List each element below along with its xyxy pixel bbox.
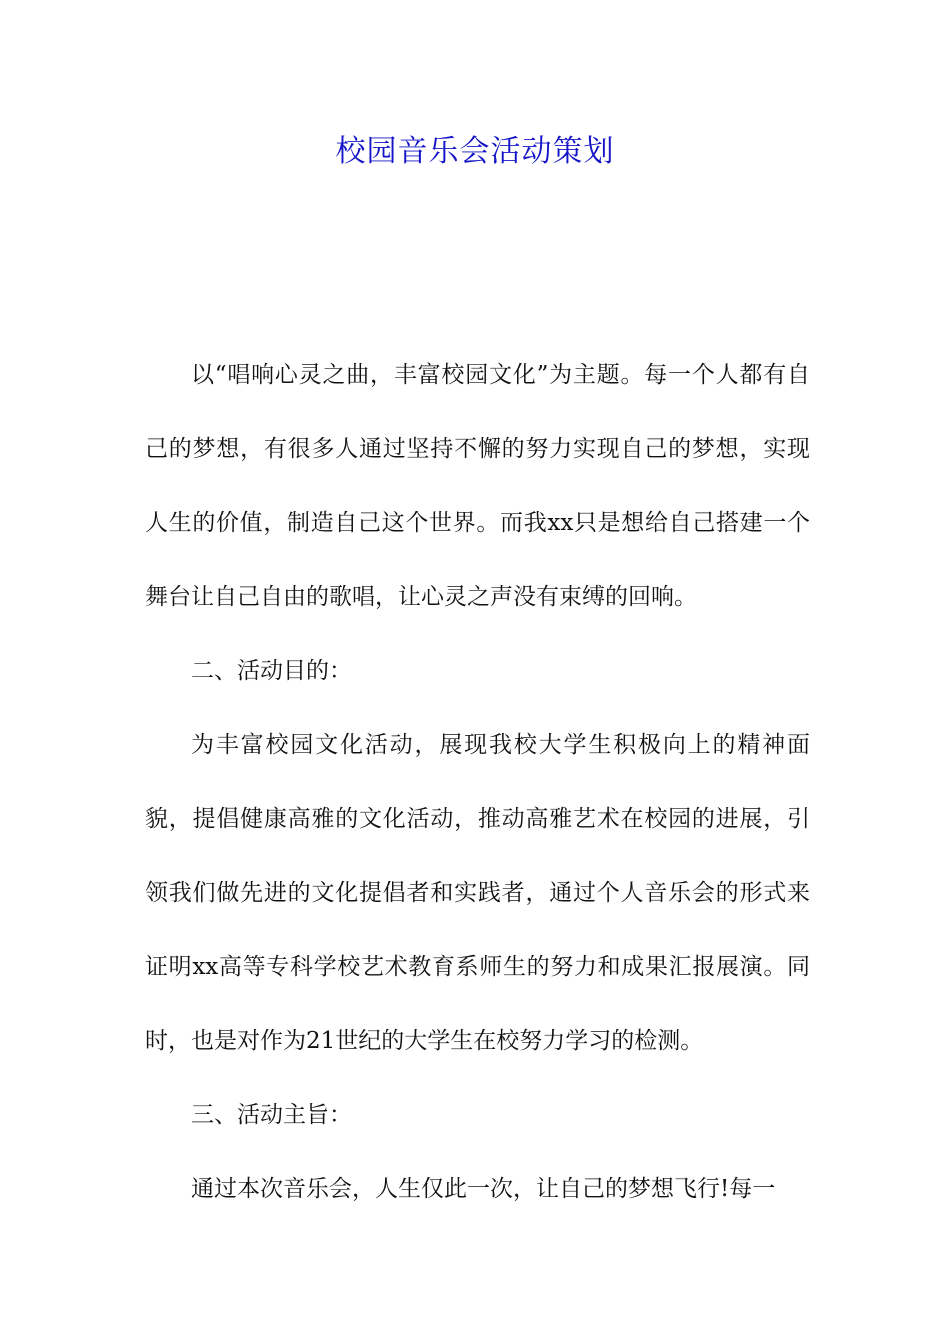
document-body bbox=[145, 338, 810, 1226]
document-title: 校园音乐会活动策划 bbox=[335, 134, 615, 169]
heading-activity-aim: 三、活动主旨： bbox=[191, 1102, 352, 1128]
heading-activity-purpose: 二、活动目的： bbox=[191, 658, 352, 684]
paragraph-activity-aim: 通过本次音乐会，人生仅此一次，让自己的梦想飞行!每一 bbox=[191, 1176, 776, 1202]
paragraph-activity-purpose: 为丰富校园文化活动，展现我校大学生积极向上的精神面貌，提倡健康高雅的文化活动，推动高雅艺术在校园的进展，引领我们做先进的文化提倡者和实践者，通过个人音乐会的形式来证明xx高等专科学校艺术教育系师生的努力和成果汇报展演。同时，也是对作为21世纪的大学生在校努力学习的检测。 bbox=[145, 732, 810, 1054]
paragraph-intro: 以“唱响心灵之曲，丰富校园文化”为主题。每一个人都有自己的梦想，有很多人通过坚持不懈的努力实现自己的梦想，实现人生的价值，制造自己这个世界。而我xx只是想给自己搭建一个舞台让自己自由的歌唱，让心灵之声没有束缚的回响。 bbox=[145, 362, 810, 610]
